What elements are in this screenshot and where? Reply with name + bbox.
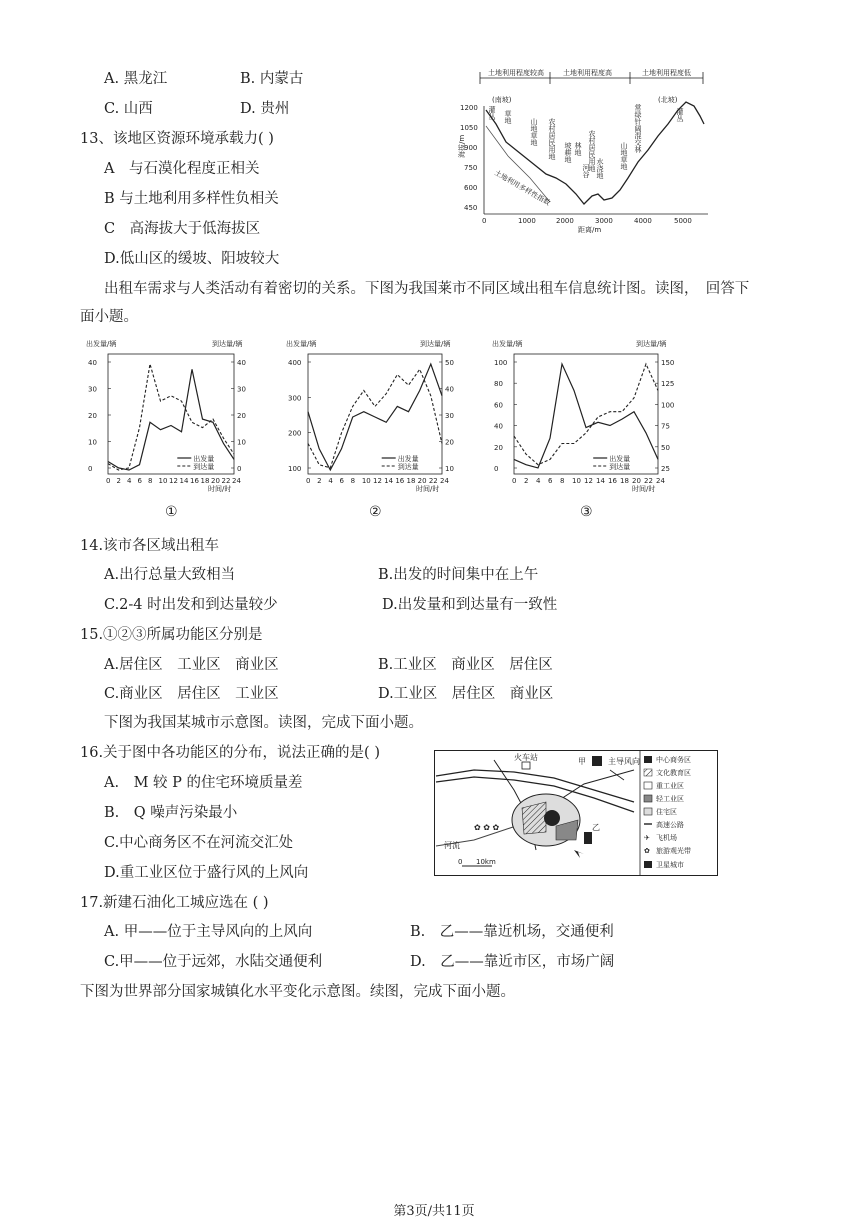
x-tick-label: 24 bbox=[656, 477, 665, 485]
ytick: 750 bbox=[464, 164, 478, 172]
x-tick-label: 22 bbox=[644, 477, 653, 485]
xtick: 4000 bbox=[634, 217, 652, 225]
taxi-intro-line2: 面小题。 bbox=[80, 309, 138, 325]
x-tick-label: 8 bbox=[148, 477, 153, 485]
x-tick-label: 12 bbox=[373, 477, 382, 485]
q14-stem: 14.该市各区域出租车 bbox=[80, 538, 220, 554]
left-tick-label: 300 bbox=[288, 394, 302, 403]
xtick: 0 bbox=[482, 217, 487, 225]
q12-option-d: D. 贵州 bbox=[240, 101, 290, 117]
left-tick-label: 10 bbox=[88, 438, 97, 447]
yi-label: 乙 bbox=[592, 823, 600, 832]
q17-stem: 17.新建石油化工城应选在 ( ) bbox=[80, 895, 269, 911]
q14-option-c: C.2-4 时出发和到达量较少 bbox=[104, 597, 278, 613]
legend-depart-label: 出发量 bbox=[609, 455, 631, 463]
river-label: 河流 bbox=[444, 841, 460, 850]
x-tick-label: 6 bbox=[137, 477, 142, 485]
departure-line bbox=[108, 369, 234, 470]
plot-frame bbox=[514, 354, 658, 474]
x-axis-unit: 时间/时 bbox=[208, 485, 232, 493]
arrival-line bbox=[514, 364, 658, 465]
left-axis-title: 出发量/辆 bbox=[286, 340, 317, 348]
left-tick-label: 100 bbox=[494, 359, 508, 367]
plot-frame bbox=[108, 354, 234, 474]
left-tick-label: 20 bbox=[494, 443, 503, 452]
plot-frame bbox=[308, 354, 442, 474]
legend-arrive-label: 到达量 bbox=[397, 463, 419, 471]
x-tick-label: 16 bbox=[395, 477, 405, 485]
right-tick-label: 10 bbox=[445, 465, 454, 473]
legend-item: 文化教育区 bbox=[656, 769, 691, 777]
left-tick-label: 0 bbox=[494, 465, 499, 473]
city-map-figure bbox=[434, 750, 718, 876]
land-label: 草地 bbox=[504, 110, 512, 124]
land-label: 农村居民用地 bbox=[588, 130, 596, 172]
station-icon bbox=[522, 762, 530, 769]
x-tick-label: 4 bbox=[328, 477, 333, 485]
left-tick-label: 80 bbox=[494, 380, 503, 389]
taxi-intro-line1: 出租车需求与人类活动有着密切的关系。下图为我国莱市不同区域出租车信息统计图。读图， 回答下 bbox=[104, 281, 750, 297]
tourism-legend-icon: ✿ bbox=[644, 847, 650, 855]
tourism-icon: ✿ ✿ ✿ bbox=[474, 823, 500, 832]
q14-option-b: B.出发的时间集中在上午 bbox=[378, 567, 539, 583]
ytick: 1050 bbox=[460, 124, 478, 132]
city-intro: 下图为我国某城市示意图。读图，完成下面小题。 bbox=[104, 715, 423, 731]
x-tick-label: 22 bbox=[428, 477, 438, 485]
x-tick-label: 10 bbox=[158, 477, 168, 485]
x-tick-label: 18 bbox=[406, 477, 416, 485]
q12-option-c: C. 山西 bbox=[104, 101, 153, 117]
right-tick-label: 50 bbox=[661, 443, 670, 452]
legend-item: 卫星城市 bbox=[656, 861, 684, 869]
x-tick-label: 4 bbox=[127, 477, 132, 485]
x-tick-label: 12 bbox=[169, 477, 178, 485]
x-tick-label: 6 bbox=[548, 477, 553, 485]
q16-option-a: A. M 较 P 的住宅环境质量差 bbox=[104, 775, 303, 791]
right-tick-label: 20 bbox=[237, 412, 246, 420]
land-label: 常绿针阔混交林 bbox=[634, 104, 642, 153]
right-axis-title: 到达量/辆 bbox=[420, 340, 451, 348]
right-tick-label: 25 bbox=[661, 465, 670, 473]
ytick: 450 bbox=[464, 204, 478, 212]
right-tick-label: 75 bbox=[661, 422, 670, 431]
q12-option-b: B. 内蒙古 bbox=[240, 71, 304, 87]
x-axis-label: 距离/m bbox=[578, 226, 602, 234]
land-label: 农村居民用地 bbox=[548, 118, 556, 160]
ytick: 1200 bbox=[460, 104, 478, 112]
q15-option-a: A.居住区 工业区 商业区 bbox=[104, 657, 279, 673]
right-tick-label: 0 bbox=[237, 465, 242, 473]
q17-option-c: C.甲——位于远郊，水陆交通便利 bbox=[104, 954, 323, 970]
ytick: 600 bbox=[464, 184, 478, 192]
q16-option-d: D.重工业区位于盛行风的上风向 bbox=[104, 865, 309, 881]
land-label: 河谷 bbox=[582, 164, 590, 178]
x-tick-label: 0 bbox=[106, 477, 111, 485]
right-axis-title: 到达量/辆 bbox=[212, 340, 243, 348]
residential-zone bbox=[522, 802, 546, 834]
q12-option-a: A. 黑龙江 bbox=[104, 71, 168, 87]
legend-depart-label: 出发量 bbox=[397, 455, 419, 463]
x-tick-label: 6 bbox=[339, 477, 344, 485]
x-tick-label: 2 bbox=[317, 477, 322, 485]
q14-option-d: D.出发量和到达量有一致性 bbox=[382, 597, 558, 613]
land-label: 灌丛 bbox=[676, 108, 684, 122]
x-tick-label: 20 bbox=[632, 477, 641, 485]
left-tick-label: 0 bbox=[88, 465, 93, 473]
right-tick-label: 40 bbox=[237, 359, 246, 367]
chart-mark: ① bbox=[165, 504, 178, 520]
x-tick-label: 0 bbox=[512, 477, 517, 485]
x-tick-label: 20 bbox=[211, 477, 220, 485]
left-tick-label: 400 bbox=[288, 359, 302, 367]
q13-option-b: B 与土地利用多样性负相关 bbox=[104, 191, 279, 207]
land-label: 林地 bbox=[574, 142, 582, 156]
land-label: 水浇地 bbox=[596, 158, 604, 179]
right-tick-label: 30 bbox=[445, 412, 454, 420]
q15-option-d: D.工业区 居住区 商业区 bbox=[378, 686, 554, 702]
x-tick-label: 0 bbox=[306, 477, 311, 485]
left-tick-label: 20 bbox=[88, 412, 97, 420]
q13-option-c: C 高海拔大于低海拔区 bbox=[104, 221, 261, 237]
taxi-chart-3 bbox=[492, 336, 682, 522]
x-tick-label: 12 bbox=[584, 477, 593, 485]
x-tick-label: 16 bbox=[608, 477, 617, 485]
x-tick-label: 22 bbox=[221, 477, 231, 485]
ytick: 900 bbox=[464, 144, 478, 152]
x-axis-unit: 时间/时 bbox=[632, 485, 656, 493]
left-tick-label: 40 bbox=[88, 359, 97, 367]
x-tick-label: 8 bbox=[350, 477, 356, 485]
q15-option-c: C.商业区 居住区 工业区 bbox=[104, 686, 279, 702]
x-axis-unit: 时间/时 bbox=[416, 485, 440, 493]
x-tick-label: 2 bbox=[116, 477, 121, 485]
x-tick-label: 14 bbox=[596, 477, 605, 485]
departure-line bbox=[514, 364, 658, 468]
q17-option-b: B. 乙——靠近机场，交通便利 bbox=[410, 924, 614, 940]
wind-label: 主导风向 bbox=[608, 757, 640, 766]
xtick: 5000 bbox=[674, 217, 692, 225]
urbanization-intro: 下图为世界部分国家城镇化水平变化示意图。续图，完成下面小题。 bbox=[80, 984, 515, 1000]
q17-option-a: A. 甲——位于主导风向的上风向 bbox=[104, 924, 313, 940]
top-label-2: 土地利用程度高 bbox=[563, 69, 612, 77]
left-axis-title: 出发量/辆 bbox=[86, 340, 117, 348]
q13-option-d: D.低山区的缓坡、阳坡较大 bbox=[104, 251, 280, 267]
x-tick-label: 16 bbox=[190, 477, 199, 485]
x-tick-label: 24 bbox=[440, 477, 449, 485]
right-tick-label: 40 bbox=[445, 385, 454, 394]
q16-option-b: B. Q 噪声污染最小 bbox=[104, 805, 238, 821]
elevation-profile-figure bbox=[458, 66, 716, 234]
legend-item: 飞机场 bbox=[656, 834, 677, 842]
right-tick-label: 150 bbox=[661, 359, 675, 367]
q16-option-c: C.中心商务区不在河流交汇处 bbox=[104, 835, 294, 851]
q13-stem: 13、该地区资源环境承载力( ) bbox=[80, 131, 274, 147]
left-axis-title: 出发量/辆 bbox=[492, 340, 523, 348]
xtick: 2000 bbox=[556, 217, 574, 225]
q16-stem: 16.关于图中各功能区的分布，说法正确的是( ) bbox=[80, 745, 380, 761]
x-tick-label: 14 bbox=[384, 477, 394, 485]
jia-heavy-industry bbox=[592, 756, 602, 766]
q15-option-b: B.工业区 商业区 居住区 bbox=[378, 657, 553, 673]
land-label: 坡耕地 bbox=[564, 142, 572, 163]
q13-option-a: A 与石漠化程度正相关 bbox=[104, 161, 260, 177]
land-label: 山地草地 bbox=[530, 118, 538, 146]
left-tick-label: 100 bbox=[288, 465, 302, 473]
x-tick-label: 18 bbox=[620, 477, 629, 485]
top-label-1: 土地利用程度较高 bbox=[488, 69, 544, 77]
x-tick-label: 2 bbox=[524, 477, 529, 485]
x-tick-label: 10 bbox=[572, 477, 581, 485]
legend-item: 高速公路 bbox=[656, 821, 684, 829]
right-tick-label: 30 bbox=[237, 385, 246, 394]
right-tick-label: 50 bbox=[445, 359, 454, 367]
jia-label: 甲 bbox=[578, 757, 586, 766]
left-tick-label: 40 bbox=[494, 422, 503, 431]
taxi-chart-1 bbox=[86, 336, 258, 522]
right-tick-label: 100 bbox=[661, 401, 675, 410]
taxi-chart-2 bbox=[286, 336, 466, 522]
south-slope-label: (南坡) bbox=[492, 96, 512, 104]
legend-depart-label: 出发量 bbox=[193, 455, 215, 463]
diversity-index-line bbox=[486, 126, 550, 202]
legend-item: 轻工业区 bbox=[656, 795, 684, 803]
land-label: 灌丛 bbox=[488, 106, 496, 120]
x-tick-label: 24 bbox=[232, 477, 241, 485]
left-tick-label: 200 bbox=[288, 429, 302, 438]
right-axis-title: 到达量/辆 bbox=[636, 340, 667, 348]
airplane-legend-icon: ✈ bbox=[644, 834, 650, 842]
right-tick-label: 20 bbox=[445, 438, 454, 447]
station-label: 火车站 bbox=[514, 753, 538, 762]
scale-label: 10km bbox=[476, 858, 496, 866]
left-tick-label: 60 bbox=[494, 401, 503, 410]
land-label: 山地草地 bbox=[620, 142, 628, 170]
yi-satellite-city bbox=[584, 832, 592, 844]
left-tick-label: 30 bbox=[88, 385, 97, 394]
arrival-line bbox=[108, 364, 234, 470]
chart-mark: ② bbox=[369, 504, 382, 520]
departure-line bbox=[308, 364, 442, 470]
xtick: 1000 bbox=[518, 217, 536, 225]
diversity-label: 土地利用多样性指数 bbox=[493, 168, 552, 208]
right-tick-label: 10 bbox=[237, 438, 246, 447]
xtick: 3000 bbox=[595, 217, 613, 225]
top-label-3: 土地利用程度低 bbox=[642, 69, 691, 77]
page-footer: 第3页/共11页 bbox=[393, 1204, 475, 1219]
legend-item: 重工业区 bbox=[656, 782, 684, 790]
legend-arrive-label: 到达量 bbox=[193, 463, 215, 471]
x-tick-label: 8 bbox=[560, 477, 565, 485]
x-tick-label: 20 bbox=[417, 477, 427, 485]
legend-item: 旅游观光带 bbox=[656, 847, 691, 855]
cbd-zone bbox=[544, 810, 560, 826]
legend-item: 中心商务区 bbox=[656, 756, 691, 764]
y-axis-label: 海拔/m bbox=[458, 134, 466, 158]
north-slope-label: (北坡) bbox=[658, 96, 678, 104]
q17-option-d: D. 乙——靠近市区，市场广阔 bbox=[410, 954, 615, 970]
chart-mark: ③ bbox=[580, 504, 593, 520]
right-tick-label: 125 bbox=[661, 380, 675, 389]
x-tick-label: 18 bbox=[200, 477, 210, 485]
q14-option-a: A.出行总量大致相当 bbox=[104, 567, 236, 583]
legend-item: 住宅区 bbox=[656, 808, 677, 816]
x-tick-label: 10 bbox=[361, 477, 371, 485]
x-tick-label: 14 bbox=[179, 477, 189, 485]
legend-arrive-label: 到达量 bbox=[609, 463, 631, 471]
x-tick-label: 4 bbox=[536, 477, 541, 485]
svg-text:0: 0 bbox=[458, 858, 463, 866]
q15-stem: 15.①②③所属功能区分别是 bbox=[80, 627, 263, 643]
